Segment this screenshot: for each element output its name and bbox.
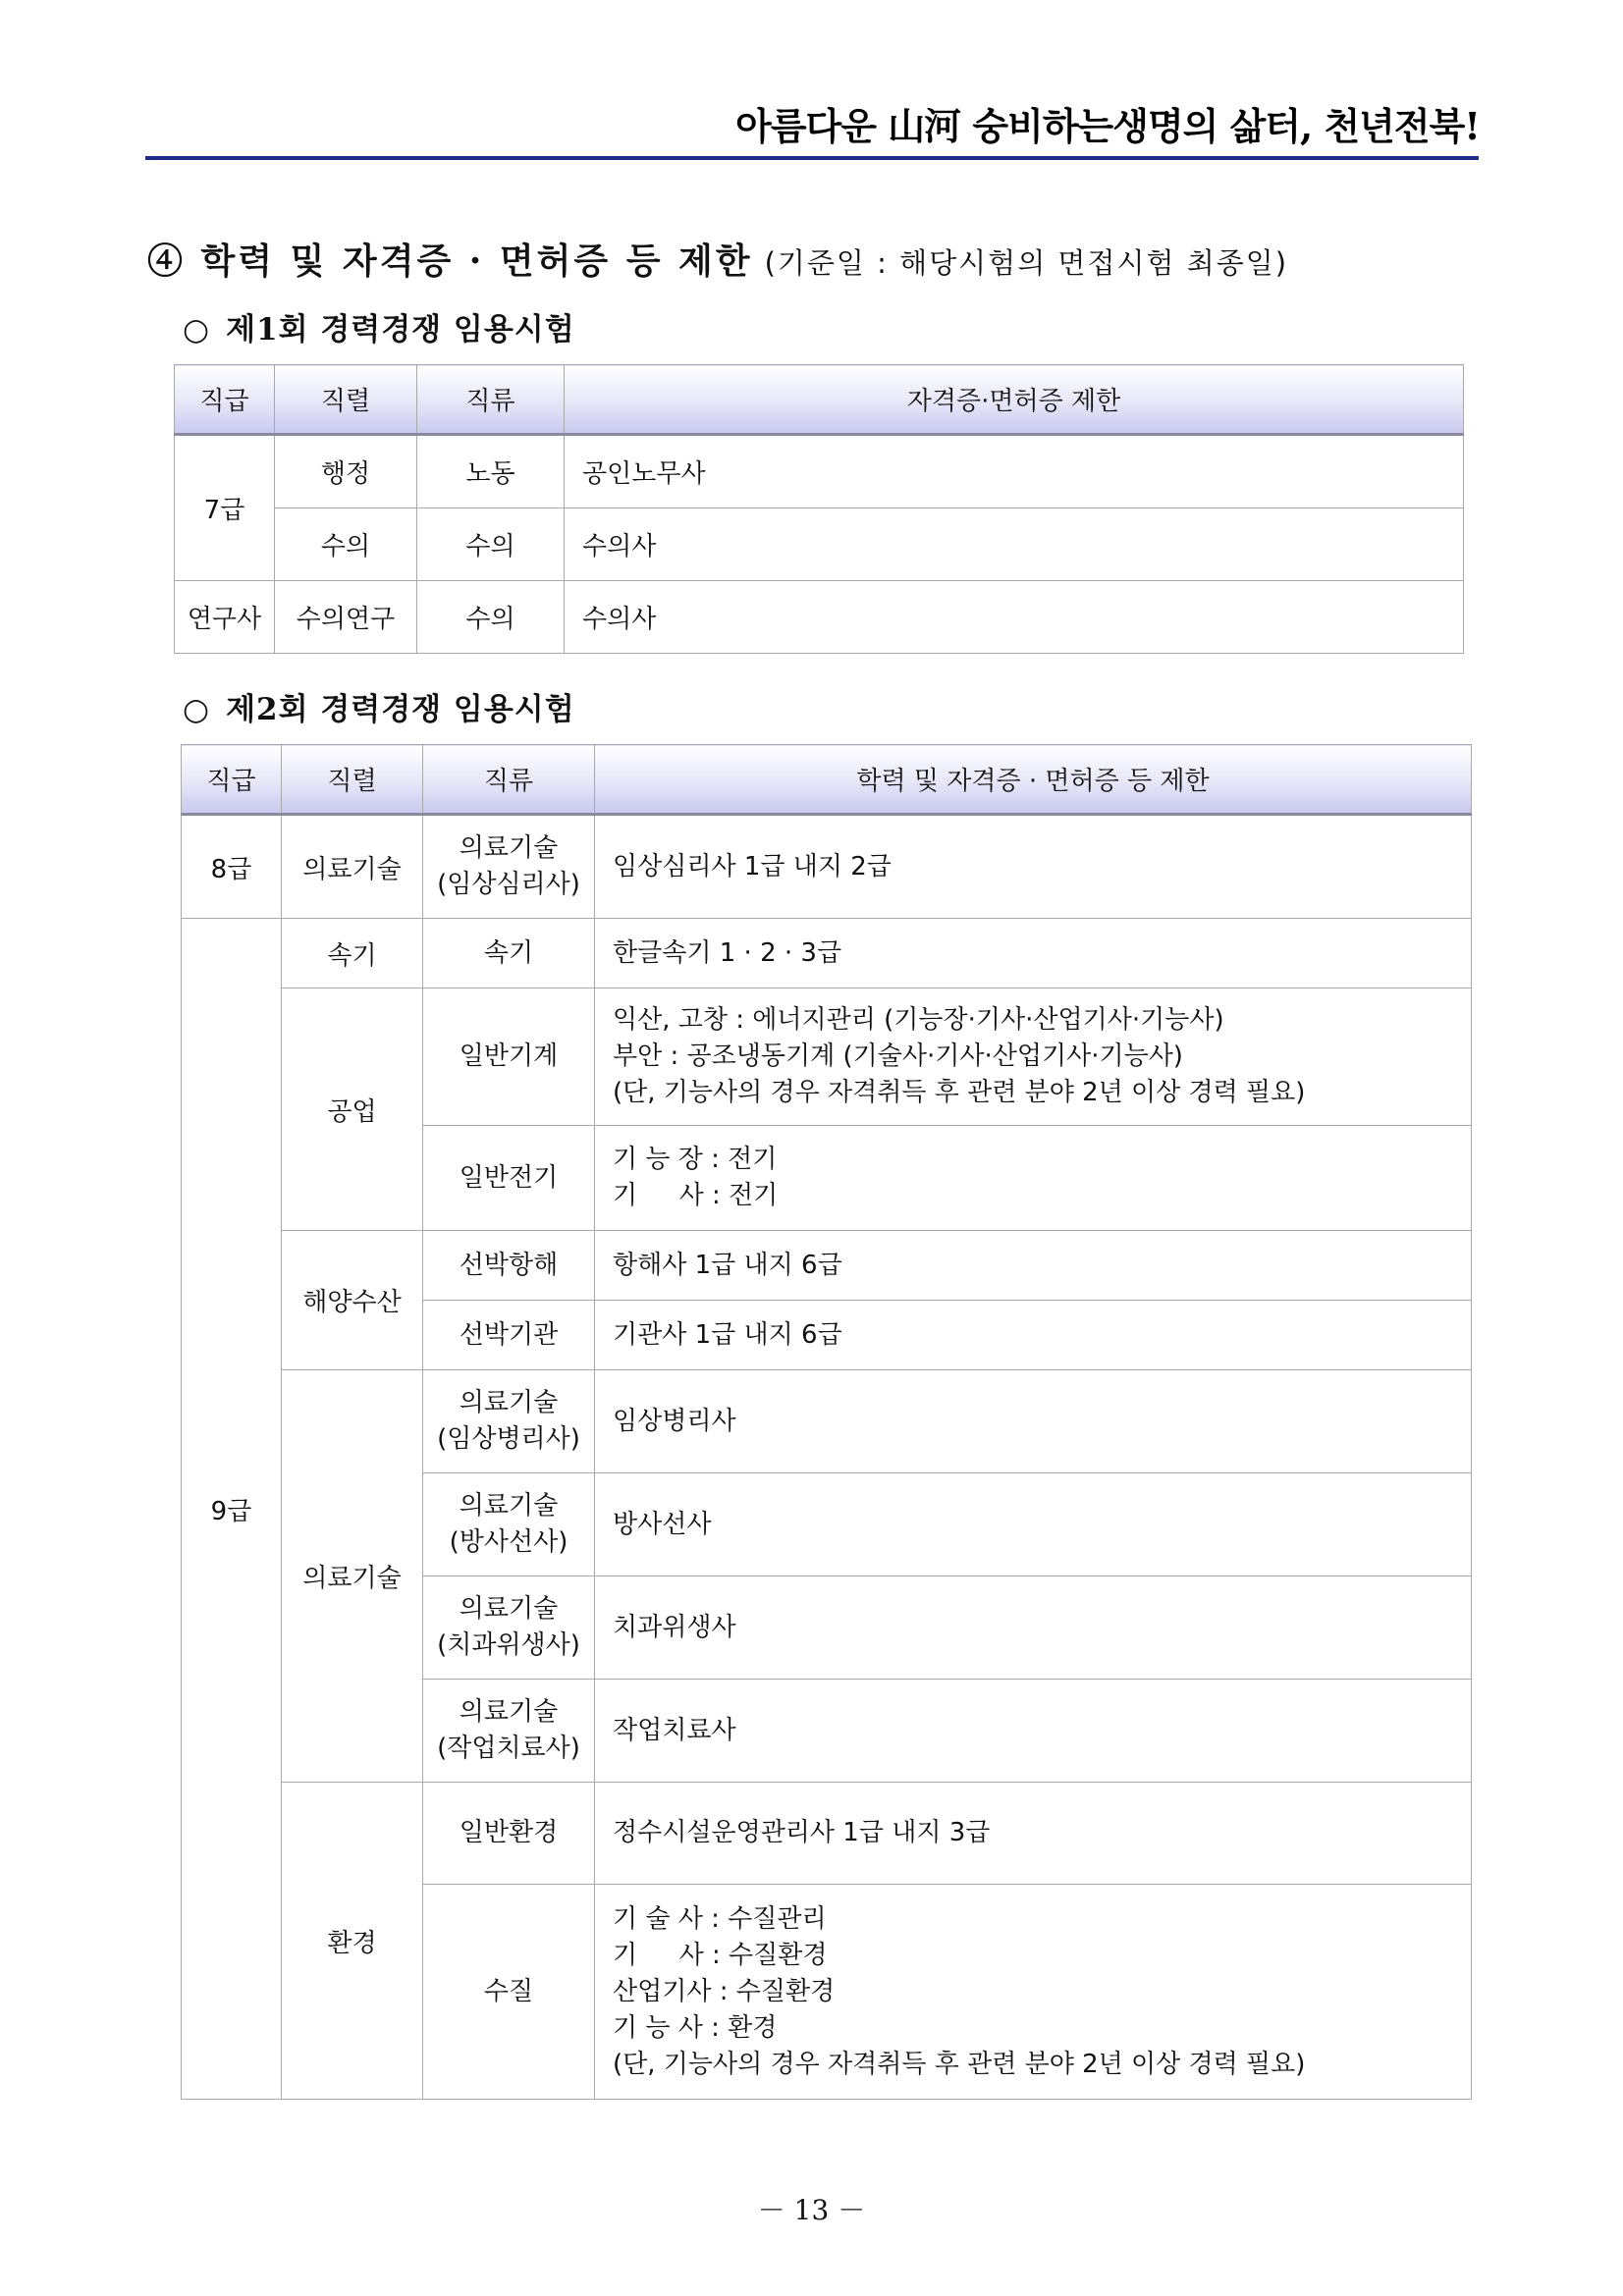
table-row	[182, 1231, 1472, 1301]
track-cell	[423, 1370, 595, 1473]
exam1-heading	[183, 304, 575, 348]
track-cell	[423, 1126, 595, 1231]
series-cell: 수의연구	[275, 581, 417, 654]
bullet-icon: ○	[183, 692, 211, 727]
exam2-restriction-table	[181, 744, 1472, 2100]
section-title	[147, 234, 1288, 284]
restriction-line: 정수시설운영관리사 1급 내지 3급	[613, 1818, 991, 1847]
track-line: 속기	[483, 937, 534, 968]
restriction-line: 익산, 고창 : 에너지관리 (기능장·기사·산업기사·기능사)	[613, 1005, 1224, 1035]
column-header-grade: 직급	[182, 745, 282, 815]
restriction-cell	[595, 1231, 1472, 1301]
column-header-track: 직류	[423, 745, 595, 815]
exam2-heading-text: 제2회 경력경쟁 임용시험	[226, 692, 575, 727]
track-cell	[423, 988, 595, 1126]
restriction-cell	[595, 1301, 1472, 1370]
restriction-cell	[595, 1126, 1472, 1231]
restriction-line: 기 사 : 전기	[613, 1181, 779, 1210]
header-rule	[145, 156, 1479, 160]
track-line: 의료기술	[459, 1594, 559, 1624]
track-line: 일반전기	[459, 1162, 559, 1193]
series-cell: 공업	[282, 988, 423, 1231]
series-cell: 의료기술	[282, 1370, 423, 1783]
restriction-cell	[595, 1473, 1472, 1576]
exam1-heading-text: 제1회 경력경쟁 임용시험	[226, 312, 575, 347]
track-cell: 노동	[417, 435, 565, 508]
track-line: (치과위생사)	[437, 1630, 580, 1660]
track-cell	[423, 919, 595, 988]
table-row	[175, 581, 1464, 654]
exam2-heading	[183, 684, 575, 728]
restriction-cell	[595, 988, 1472, 1126]
track-line: 일반환경	[459, 1818, 559, 1847]
restriction-line: (단, 기능사의 경우 자격취득 후 관련 분야 2년 이상 경력 필요)	[613, 1078, 1306, 1107]
table-row	[182, 1783, 1472, 1885]
table-header-row	[175, 365, 1464, 435]
column-header-track: 직류	[417, 365, 565, 435]
track-line: (임상병리사)	[437, 1424, 580, 1454]
track-line: 의료기술	[459, 1697, 559, 1727]
restriction-line: 기관사 1급 내지 6급	[613, 1319, 842, 1350]
restriction-cell	[595, 1576, 1472, 1680]
track-line: 의료기술	[459, 833, 559, 863]
restriction-line: 기 술 사 : 수질관리	[613, 1903, 827, 1934]
track-line: 일반기계	[459, 1041, 559, 1071]
column-header-restriction: 자격증·면허증 제한	[565, 365, 1464, 435]
restriction-line: 부안 : 공조냉동기계 (기술사·기사·산업기사·기능사)	[613, 1041, 1183, 1071]
track-line: 수질	[483, 1976, 534, 2006]
restriction-line: 임상심리사 1급 내지 2급	[613, 851, 892, 881]
series-cell: 환경	[282, 1783, 423, 2100]
series-cell: 수의	[275, 508, 417, 581]
track-cell	[423, 1885, 595, 2100]
table-row	[175, 508, 1464, 581]
table-row	[175, 435, 1464, 508]
restriction-line: 한글속기 1 · 2 · 3급	[613, 937, 842, 968]
series-cell: 의료기술	[282, 815, 423, 919]
restriction-cell	[595, 815, 1472, 919]
bullet-icon: ○	[183, 312, 211, 347]
track-line: (방사선사)	[449, 1527, 568, 1557]
restriction-line: 작업치료사	[613, 1715, 736, 1745]
exam2-table-body	[182, 815, 1472, 2100]
track-cell	[423, 1680, 595, 1783]
track-cell: 수의	[417, 508, 565, 581]
table-header-row	[182, 745, 1472, 815]
column-header-grade: 직급	[175, 365, 275, 435]
reference-date-note: (기준일 : 해당시험의 면접시험 최종일)	[764, 246, 1289, 280]
grade-cell: 9급	[182, 919, 282, 2100]
restriction-cell: 수의사	[565, 508, 1464, 581]
restriction-line: 임상병리사	[613, 1406, 736, 1436]
section-title-text: ④ 학력 및 자격증 · 면허증 등 제한	[147, 240, 753, 282]
header-slogan: 아름다운 山河 숭비하는생명의 삶터, 천년전북!	[735, 104, 1480, 148]
column-header-restriction: 학력 및 자격증 · 면허증 등 제한	[595, 745, 1472, 815]
page-number: － 13 －	[757, 2194, 866, 2226]
track-cell	[423, 1576, 595, 1680]
restriction-line: 치과위생사	[613, 1612, 736, 1642]
restriction-line: 산업기사 : 수질환경	[613, 1976, 836, 2006]
grade-cell: 8급	[182, 815, 282, 919]
restriction-cell	[595, 1783, 1472, 1885]
restriction-line: (단, 기능사의 경우 자격취득 후 관련 분야 2년 이상 경력 필요)	[613, 2049, 1306, 2079]
track-line: 선박항해	[459, 1250, 559, 1280]
track-cell: 수의	[417, 581, 565, 654]
column-header-series: 직렬	[282, 745, 423, 815]
track-cell	[423, 815, 595, 919]
restriction-cell: 수의사	[565, 581, 1464, 654]
restriction-cell	[595, 1370, 1472, 1473]
track-line: 의료기술	[459, 1388, 559, 1417]
grade-cell: 연구사	[175, 581, 275, 654]
restriction-line: 기 사 : 수질환경	[613, 1940, 828, 1970]
restriction-line: 기 능 사 : 환경	[613, 2012, 778, 2043]
series-cell: 속기	[282, 919, 423, 988]
track-cell	[423, 1231, 595, 1301]
restriction-cell	[595, 919, 1472, 988]
track-cell	[423, 1783, 595, 1885]
track-line: 선박기관	[459, 1319, 559, 1350]
restriction-line: 기 능 장 : 전기	[613, 1145, 778, 1174]
column-header-series: 직렬	[275, 365, 417, 435]
table-row	[182, 815, 1472, 919]
series-cell: 행정	[275, 435, 417, 508]
exam1-restriction-table	[174, 364, 1464, 654]
track-line: (작업치료사)	[437, 1734, 580, 1763]
table-row	[182, 988, 1472, 1126]
restriction-cell	[595, 1885, 1472, 2100]
track-cell	[423, 1301, 595, 1370]
restriction-cell: 공인노무사	[565, 435, 1464, 508]
table-row	[182, 919, 1472, 988]
restriction-line: 방사선사	[613, 1509, 712, 1539]
restriction-cell	[595, 1680, 1472, 1783]
grade-cell: 7급	[175, 435, 275, 581]
restriction-line: 항해사 1급 내지 6급	[613, 1250, 842, 1280]
track-cell	[423, 1473, 595, 1576]
track-line: 의료기술	[459, 1491, 559, 1521]
table-row	[182, 1370, 1472, 1473]
series-cell: 해양수산	[282, 1231, 423, 1370]
track-line: (임상심리사)	[437, 870, 580, 899]
